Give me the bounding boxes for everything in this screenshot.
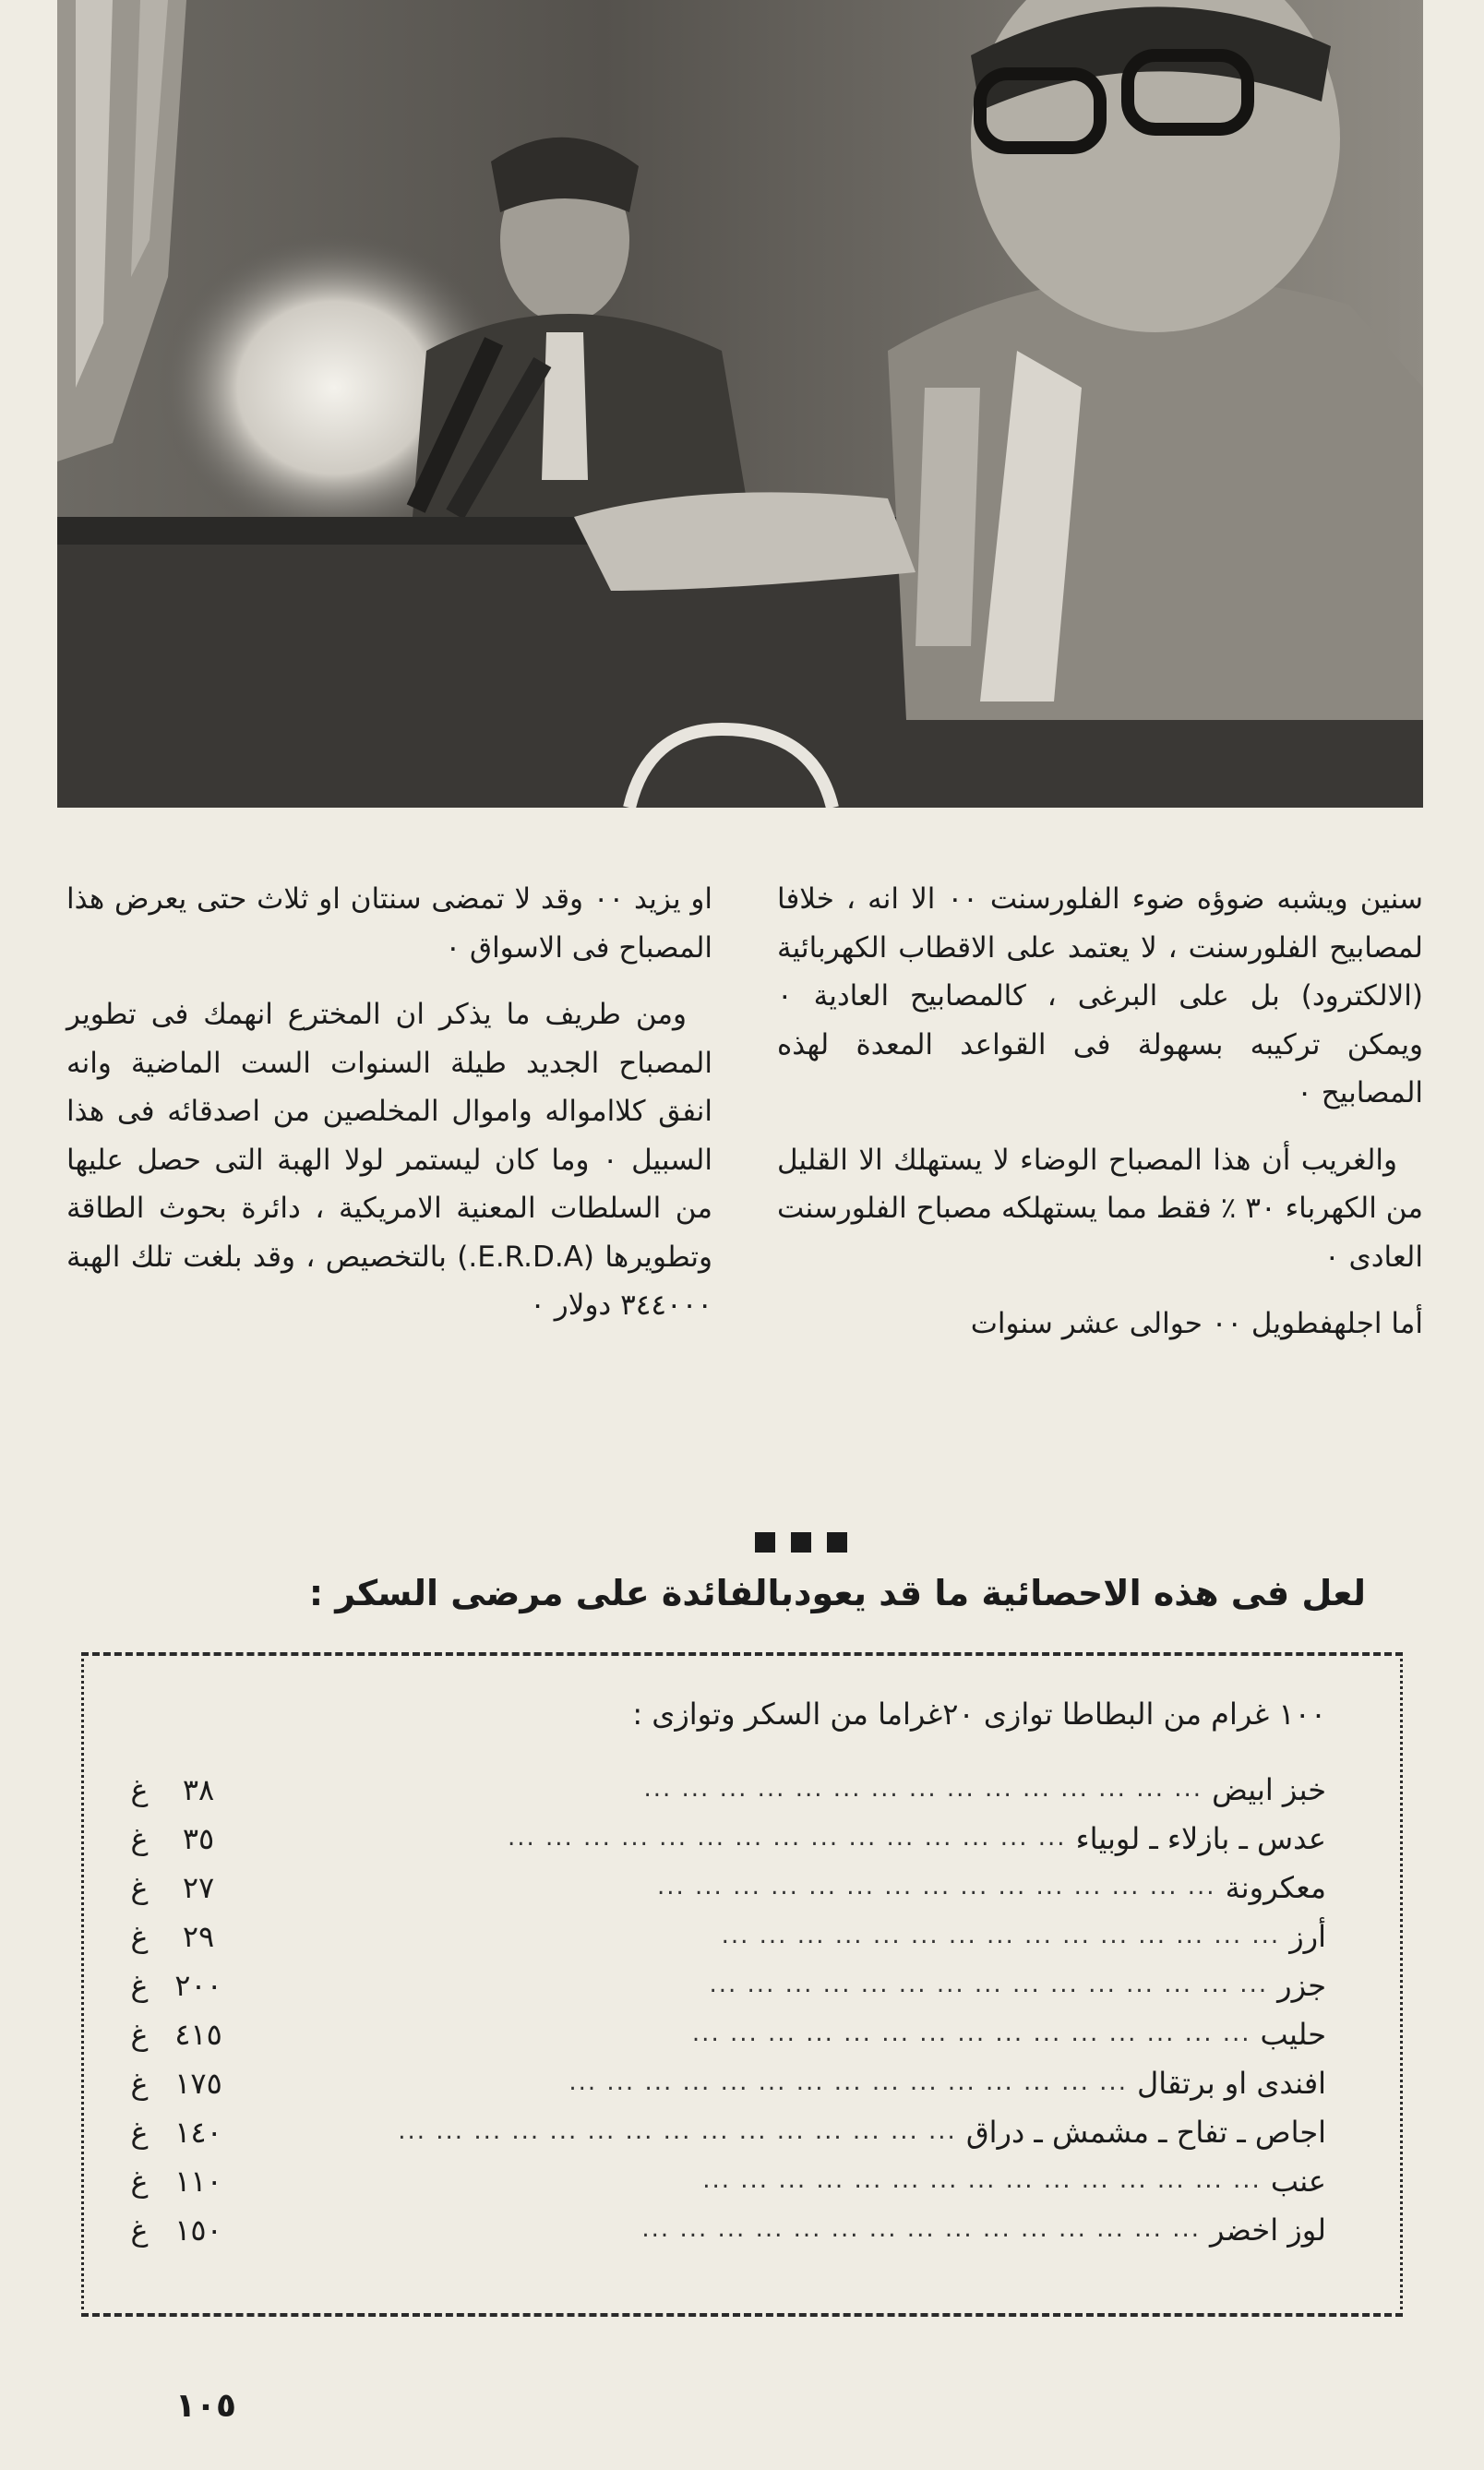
paragraph: والغريب أن هذا المصباح الوضاء لا يستهلك الا القليل من الكهرباء ٣٠ ٪ فقط مما يستهلكه مصباح الفلورسنت العادى ٠ (777, 1143, 1423, 1274)
food-name: عدس ـ بازلاء ـ لوبياء (1075, 1820, 1326, 1856)
leader-dots: ... ... ... ... ... ... ... ... ... ... ... ... ... ... ... (398, 2117, 957, 2145)
grams-unit: غ (130, 2016, 149, 2052)
table-row (123, 1765, 1326, 1814)
grams-unit: غ (130, 1869, 149, 1905)
grams-unit: غ (130, 2114, 149, 2150)
table-row (123, 1814, 1326, 1863)
section-divider (755, 1532, 847, 1556)
grams-value: ١١٠ (174, 2163, 222, 2199)
paragraph: سنين ويشبه ضوؤه ضوء الفلورسنت ٠٠ الا انه ، خلافا لمصابيح الفلورسنت ، لا يعتمد على الاقطاب الكهربائية (الالكترود) بل على البرغى ، كالمصابيح العادية ٠ ويمكن تركيبه بسهولة فى القواعد المعدة لهذه المصابيح ٠ (777, 882, 1424, 1109)
leader-dots: ... ... ... ... ... ... ... ... ... ... ... ... ... ... ... (507, 1824, 1067, 1852)
grams-unit: غ (130, 1918, 149, 1954)
page-number: ١٠٥ (175, 2387, 236, 2425)
grams-value: ٤١٥ (174, 2016, 222, 2052)
table-row (123, 2058, 1326, 2107)
grams-value: ٢٠٠ (174, 1967, 222, 2003)
leader-dots: ... ... ... ... ... ... ... ... ... ... ... ... ... ... ... (721, 1922, 1281, 1949)
food-name: جزر (1277, 1967, 1326, 2003)
grams-unit: غ (130, 2065, 149, 2101)
table-intro: ١٠٠ غرام من البطاطا توازى ٢٠غراما من السكر وتوازى : (632, 1697, 1326, 1732)
equivalence-table (123, 1765, 1326, 2254)
food-name: عنب (1270, 2163, 1326, 2199)
leader-dots: ... ... ... ... ... ... ... ... ... ... ... ... ... ... ... (702, 2166, 1262, 2194)
food-name: أرز (1289, 1918, 1326, 1954)
grams-value: ٣٥ (182, 1820, 215, 1856)
grams-value: ٣٨ (182, 1771, 215, 1807)
grams-value: ١٤٠ (174, 2114, 222, 2150)
grams-unit: غ (130, 2212, 149, 2248)
grams-unit: غ (130, 1967, 149, 2003)
table-row (123, 1960, 1326, 2009)
food-name: حليب (1260, 2016, 1326, 2052)
grams-unit: غ (130, 2163, 149, 2199)
grams-unit: غ (130, 1820, 149, 1856)
food-name: خبز ابيض (1212, 1771, 1326, 1807)
photo-illustration (57, 0, 1423, 808)
grams-value: ١٧٥ (174, 2065, 222, 2101)
grams-value: ١٥٠ (174, 2212, 222, 2248)
table-row (123, 2009, 1326, 2058)
table-row (123, 2156, 1326, 2205)
divider-square (755, 1532, 775, 1553)
divider-square (827, 1532, 847, 1553)
food-name: معكرونة (1225, 1869, 1326, 1905)
sugar-equivalence-box (81, 1652, 1403, 2317)
article-body (66, 875, 1423, 1475)
article-column-right (777, 875, 1423, 1367)
press-conference-photo (57, 0, 1423, 808)
leader-dots: ... ... ... ... ... ... ... ... ... ... ... ... ... ... ... (709, 1971, 1269, 1998)
leader-dots: ... ... ... ... ... ... ... ... ... ... ... ... ... ... ... (691, 2020, 1251, 2047)
leader-dots: ... ... ... ... ... ... ... ... ... ... ... ... ... ... ... (568, 2068, 1128, 2096)
food-name: اجاص ـ تفاح ـ مشمش ـ دراق (965, 2114, 1326, 2150)
table-row (123, 2205, 1326, 2254)
paragraph: او يزيد ٠٠ وقد لا تمضى سنتان او ثلاث حتى يعرض هذا المصباح فى الاسواق ٠ (66, 882, 712, 965)
paragraph: أما اجلهفطويل ٠٠ حوالى عشر سنوات (970, 1307, 1423, 1340)
grams-unit: غ (130, 1771, 149, 1807)
leader-dots: ... ... ... ... ... ... ... ... ... ... ... ... ... ... ... (656, 1873, 1216, 1900)
table-row (123, 1863, 1326, 1912)
grams-value: ٢٩ (182, 1918, 215, 1954)
grams-value: ٢٧ (182, 1869, 215, 1905)
paragraph: ومن طريف ما يذكر ان المخترع انهمك فى تطوير المصباح الجديد طيلة السنوات الست الماضية وانه انفق كلاامواله واموال المخلصين من اصدقائه فى هذا السبيل ٠ وما كان ليستمر لولا الهبة التى حصل عليها من السلطات المعنية الامريكية ، دائرة بحوث الطاقة وتطويرها (E.R.D.A.) بالتخصيص ، وقد بلغت تلك الهبة ٣٤٤٠٠٠ دولار ٠ (66, 998, 712, 1322)
section-heading: لعل فى هذه الاحصائية ما قد يعودبالفائدة على مرضى السكر : (308, 1573, 1366, 1613)
article-column-left (66, 875, 712, 1349)
table-row (123, 1912, 1326, 1960)
leader-dots: ... ... ... ... ... ... ... ... ... ... ... ... ... ... ... (641, 2215, 1202, 2243)
leader-dots: ... ... ... ... ... ... ... ... ... ... ... ... ... ... ... (643, 1775, 1203, 1803)
food-name: افندى او برتقال (1136, 2065, 1326, 2101)
table-row (123, 2107, 1326, 2156)
divider-square (791, 1532, 811, 1553)
food-name: لوز اخضر (1210, 2212, 1326, 2248)
